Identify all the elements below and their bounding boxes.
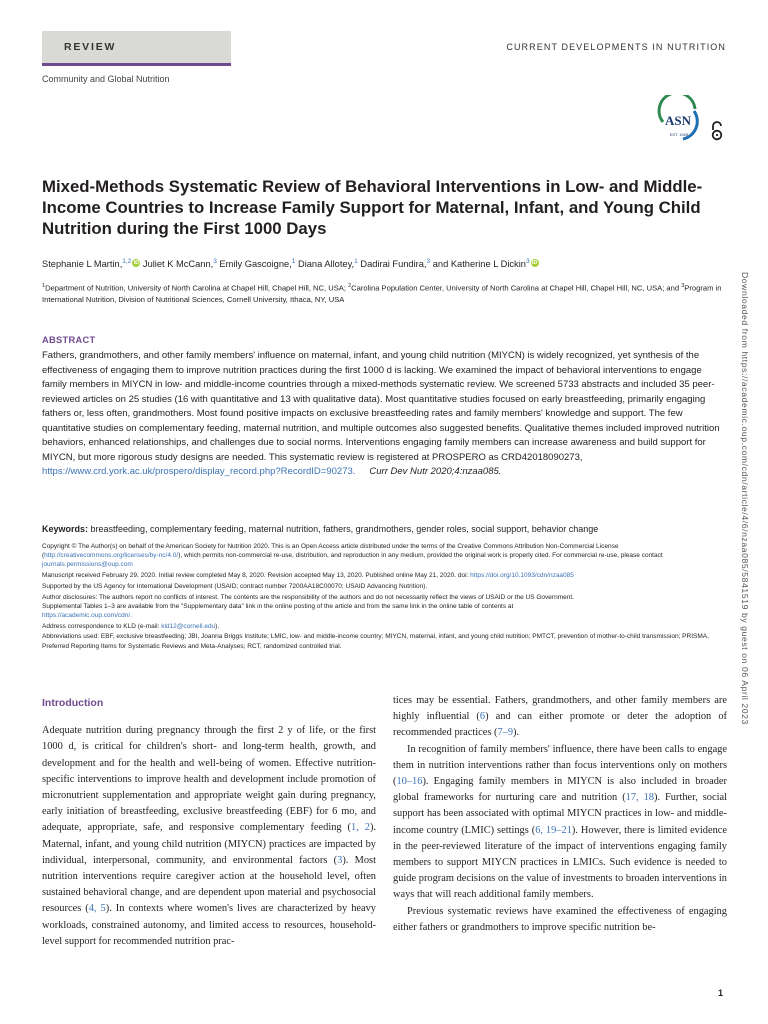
prospero-link[interactable]: https://www.crd.york.ac.uk/prospero/display_record.php?RecordID=90273.: [42, 466, 356, 477]
body-paragraph: Adequate nutrition during pregnancy through the first 2 y of life, or the first 1000 d, is critical for children's short- and long-term health, growth, and development and for the health and well-being of women. Effective nutrition-specific interventions to improve health and development include promotion of micronutrient supplementation and appropriate weight gain during pregnancy, early initiation of breastfeeding, exclusive breastfeeding (EBF) for 6 mo, and adequate, appropriate, safe, and responsive complementary feeding (1, 2). Maternal, infant, and young child nutrition (MIYCN) practices are impacted by individual, interpersonal, community, and environmental factors (3). Most nutrition interventions require caregiver action at the household level, often sustained behavioral change, and are dependent upon material and psychosocial resources (4, 5). In contexts where women's lives are characterized by heavy workloads, constrained autonomy, and limited access to resources, household-level support for recommended nutrition prac-: [42, 725, 377, 947]
correspondence-note: Address correspondence to KLD (e-mail: kld12@cornell.edu).: [42, 622, 220, 630]
affiliation-marker: 2: [348, 283, 352, 289]
author-affiliation-marker[interactable]: 1,2: [122, 258, 132, 265]
body-column-left: [42, 695, 376, 950]
disclosures-note: Author disclosures: The authors report no conflicts of interest. The contents are the responsibility of the authors and do not necessarily reflect the views of USAID or the US Government. Supplemental Tables 1–3 are available from the "Supplementary data" link in the online posting of the article and from the same link in the online table of contents at https://academic.oup.com/cdn/.: [42, 593, 574, 619]
body-paragraph: Previous systematic reviews have examined the effectiveness of engaging either fathers or grandmothers to improve specific nutrition be-: [393, 905, 727, 933]
body-column-right: [393, 693, 727, 936]
section-tab-label: REVIEW: [64, 41, 117, 53]
logo-text: ASN: [664, 113, 692, 128]
citation-link[interactable]: 10–16: [396, 776, 423, 788]
affiliation-marker: 1: [42, 283, 46, 289]
abstract-heading: ABSTRACT: [42, 335, 96, 345]
received-note: Manuscript received February 29, 2020. Initial review completed May 8, 2020. Revision accepted May 13, 2020. Published online May 21, 2020. doi: https://doi.org/10.1093/cdn/nzaa085: [42, 572, 574, 580]
article-title: Mixed-Methods Systematic Review of Behavioral Interventions in Low- and Middle-Income Countries to Increase Family Support for Maternal, Infant, and Young Child Nutrition during the First 1000 Days: [42, 177, 703, 238]
author-name: Diana Allotey,: [297, 259, 355, 270]
author-name: Stephanie L Martin,: [42, 259, 123, 270]
orcid-icon[interactable]: iD: [531, 260, 538, 267]
citation-link[interactable]: 1, 2: [351, 822, 370, 834]
author-name: and Katherine L Dickin: [432, 259, 526, 270]
article-category: Community and Global Nutrition: [42, 74, 170, 84]
citation-link[interactable]: 3: [337, 854, 343, 866]
affiliation-text: Carolina Population Center, University of North Carolina at Chapel Hill, Chapel Hill, NC, USA; and: [351, 283, 682, 293]
author-list: [42, 258, 722, 269]
citation: Curr Dev Nutr 2020;4:nzaa085.: [369, 466, 502, 477]
support-note: Supported by the US Agency for International Development (USAID; contract number 7200AA18C00070; USAID Advancing Nutrition).: [42, 582, 428, 590]
orcid-icon[interactable]: iD: [133, 260, 140, 267]
asn-logo-icon: [657, 95, 701, 145]
supplemental-link[interactable]: https://academic.oup.com/cdn/.: [42, 611, 132, 619]
citation-link[interactable]: 6: [479, 711, 486, 723]
keywords: [42, 524, 732, 534]
section-tab: [42, 31, 231, 66]
keywords-text: breastfeeding, complementary feeding, maternal nutrition, fathers, grandmothers, gender roles, social support, behavior change: [88, 524, 599, 534]
download-notice: Downloaded from https://academic.oup.com/cdn/article/4/6/nzaa085/5841519 by guest on 06 April 2023: [740, 272, 750, 725]
body-paragraph: In recognition of family members' influence, there have been calls to engage them in nutrition interventions rather than focus interventions only on mothers (10–16). Engaging family members in MIYCN is also included in broader global frameworks for nurturing care and nutrition (17, 18). Further, social support has been associated with optimal MIYCN practices in low- and middle-income country (LMIC) settings (6, 19–21). However, there is limited evidence in the peer-reviewed literature of the impact of interventions engaging family members to support MIYCN practices in LMICs. Such evidence is needed to guide program decisions on the value of investments to broaden interventions in ways that will reach additional family members.: [393, 743, 727, 901]
journal-name: CURRENT DEVELOPMENTS IN NUTRITION: [506, 42, 726, 52]
open-access-icon[interactable]: [710, 121, 724, 141]
citation-link[interactable]: 4, 5: [88, 903, 106, 915]
license-link[interactable]: http://creativecommons.org/licenses/by-nc/4.0/: [44, 552, 179, 560]
author-name: Juliet K McCann,: [142, 259, 214, 270]
author-name: Dadirai Fundira,: [360, 259, 427, 270]
logo-est-text: EST. 1928: [669, 132, 689, 137]
citation-link[interactable]: 6, 19–21: [535, 824, 572, 836]
affiliation-text: Department of Nutrition, University of North Carolina at Chapel Hill, Chapel Hill, NC, USA;: [45, 283, 349, 293]
author-affiliation-marker[interactable]: 3: [213, 258, 217, 265]
article-meta: [42, 542, 726, 652]
affiliation-marker: 3: [681, 283, 685, 289]
permissions-email-link[interactable]: journals.permissions@oup.com: [42, 561, 133, 569]
abbreviations-note: Abbreviations used: EBF, exclusive breastfeeding; JBI, Joanna Briggs Institute; LMIC, low- and middle-income country; MIYCN, maternal, infant, and young child nutrition; PMTCT, prevention of mother-to-child transmission; PRISMA, Preferred Reporting Items for Systematic Reviews and Meta-Analyses; RCT, randomized controlled trial.: [42, 633, 709, 650]
affiliation-text: Program in International Nutrition, Division of Nutritional Sciences, Cornell University, Ithaca, NY, USA: [42, 283, 722, 305]
keywords-label: Keywords:: [42, 524, 89, 534]
doi-link[interactable]: https://doi.org/10.1093/cdn/nzaa085: [470, 572, 574, 580]
email-link[interactable]: kld12@cornell.edu: [161, 622, 216, 630]
author-name: Emily Gascoigne,: [219, 259, 292, 270]
abstract-body: [42, 349, 726, 480]
author-affiliation-marker[interactable]: 3: [525, 258, 530, 265]
affiliations: [42, 281, 726, 306]
citation-link[interactable]: 17, 18: [625, 792, 654, 804]
author-affiliation-marker[interactable]: 1: [291, 258, 296, 265]
introduction-heading: Introduction: [42, 697, 104, 709]
citation-link[interactable]: 7–9: [497, 727, 514, 739]
page-number: 1: [717, 988, 723, 998]
body-paragraph: tices may be essential. Fathers, grandmothers, and other family members are highly influential (6) and can either promote or deter the adoption of recommended practices (7–9).: [393, 695, 727, 739]
copyright-note: Copyright © The Author(s) on behalf of the American Society for Nutrition 2020. This is an Open Access article distributed under the terms of the Creative Commons Attribution Non-Commercial License (http://creativecommons.org/licenses/by-nc/4.0/), which permits non-commercial re-use, distribution, and reproduction in any medium, provided the original work is properly cited. For commercial re-use, please contact journals.permissions@oup.com: [42, 543, 663, 569]
author-affiliation-marker[interactable]: 1: [354, 258, 358, 265]
abstract-text: Fathers, grandmothers, and other family members' influence on maternal, infant, and young child nutrition (MIYCN) is widely recognized, yet synthesis of the effectiveness of engaging them to improve nutrition practices during the first 1000 d is lacking. We examined the impact of behavioral interventions to engage family members in MIYCN in low- and middle-income countries through a mixed-methods systematic review. We screened 5733 abstracts and included 35 peer-reviewed articles on 25 studies (16 with quantitative and 13 with qualitative data). Most quantitative studies focused on early breastfeeding, primarily engaging fathers or, less often, grandmothers. Most found positive impacts on exclusive breastfeeding rates and family members' knowledge and support. The few quantitative studies on complementary feeding, maternal nutrition, and multiple outcomes also suggested benefits. Qualitative themes included improved nutrition behaviors, enhanced relationships, and challenges due to social norms. Interventions engaging family members can increase awareness and build support for MIYCN, but more rigorous study designs are needed. This systematic review is registered at PROSPERO as CRD42018090273,: [42, 350, 720, 463]
author-affiliation-marker[interactable]: 3: [426, 258, 431, 265]
